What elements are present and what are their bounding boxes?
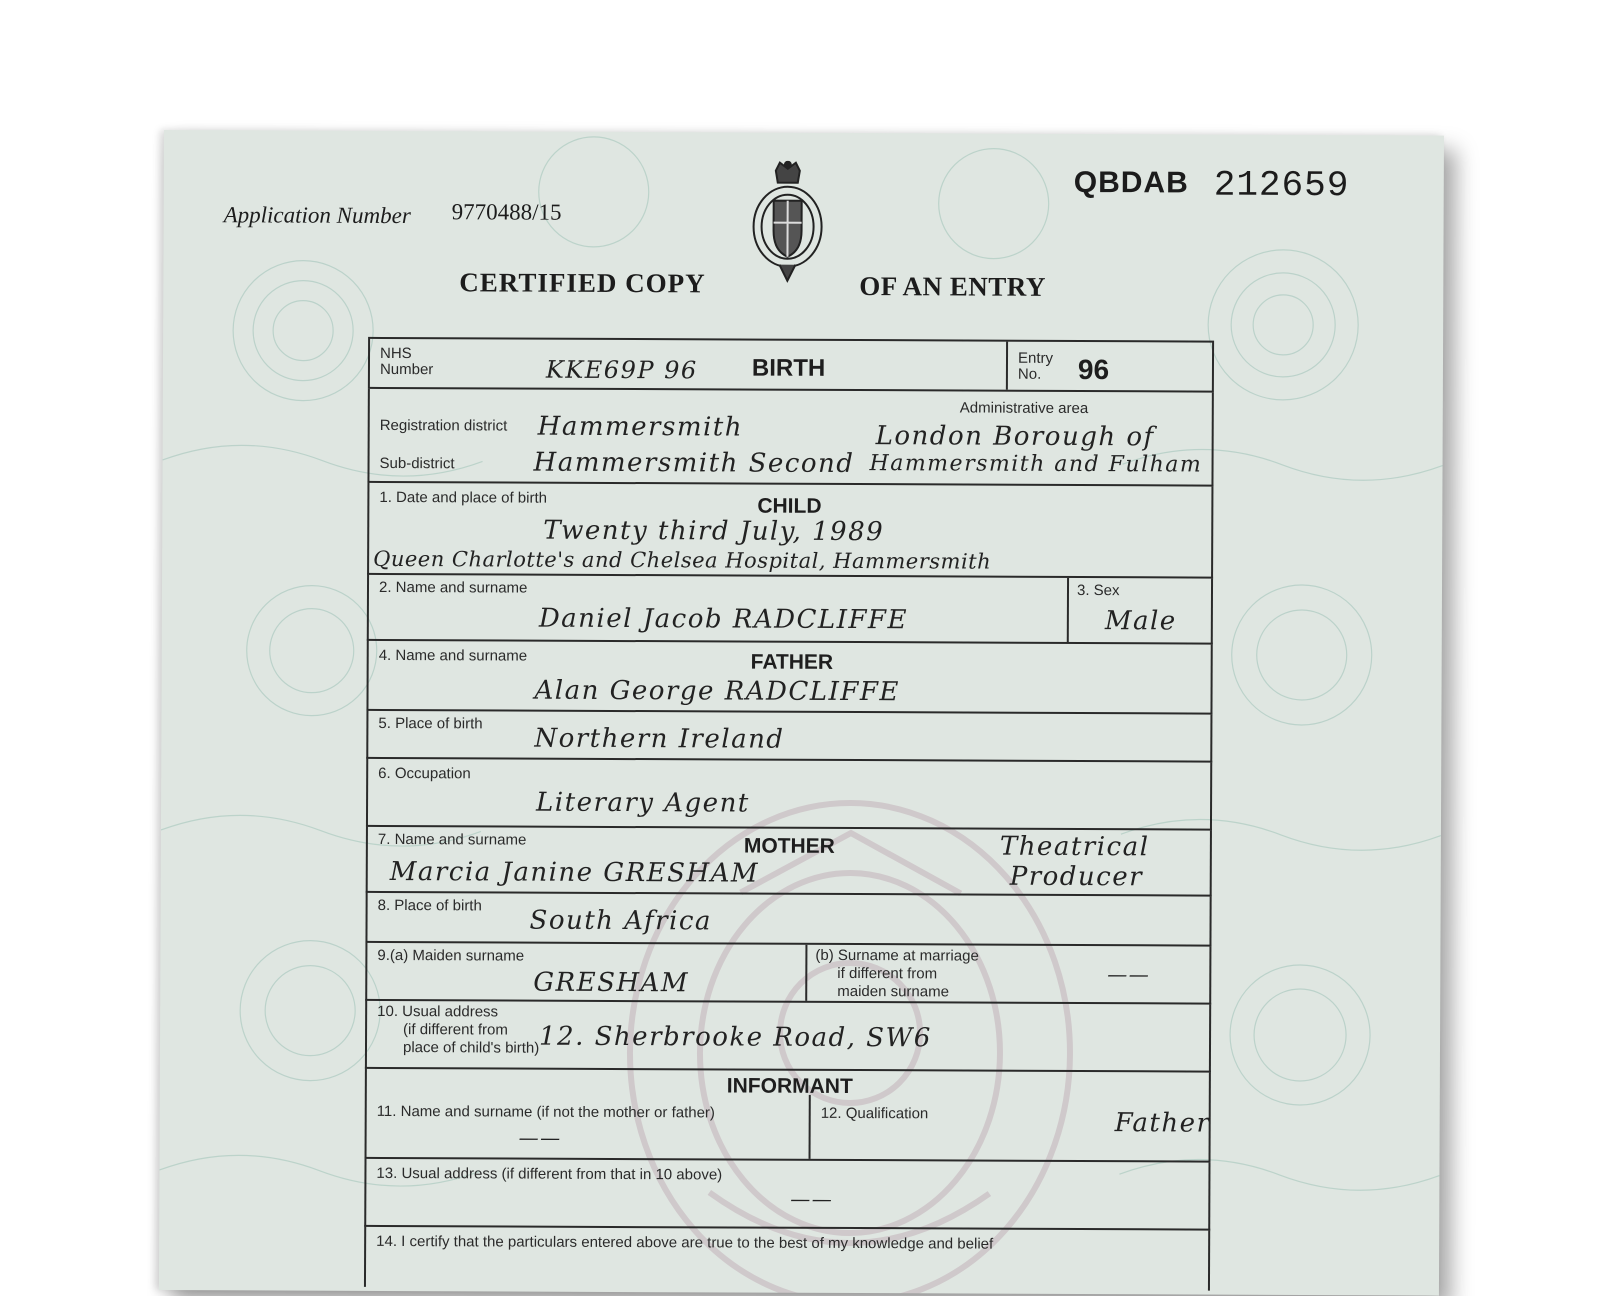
father-birthplace-label: 5. Place of birth [378, 714, 483, 733]
serial-prefix: QBDAB [1073, 165, 1189, 200]
mother-occupation-value-2: Producer [1009, 861, 1144, 893]
administrative-area-value-2: Hammersmith and Fulham [869, 451, 1203, 478]
divider [1006, 342, 1008, 390]
serial-number: 212659 [1213, 164, 1350, 207]
mother-birthplace-row [365, 893, 1211, 947]
usual-address-value: 12. Sherbrooke Road, SW6 [538, 1021, 932, 1054]
sex-value: Male [1104, 606, 1177, 637]
child-name-label: 2. Name and surname [378, 578, 528, 597]
informant-name-label: 11. Name and surname (if not the mother or father) [376, 1102, 715, 1122]
birth-heading: BIRTH [751, 354, 826, 382]
place-of-birth-value: Queen Charlotte's and Chelsea Hospital, Hammersmith [373, 546, 992, 574]
sex-label: 3. Sex [1076, 581, 1120, 600]
qualification-value: Father [1114, 1108, 1211, 1139]
mother-heading: MOTHER [743, 834, 835, 858]
child-heading: CHILD [757, 494, 822, 518]
divider [809, 1095, 811, 1159]
mother-occupation-value-1: Theatrical [999, 831, 1150, 863]
certificate-paper [159, 130, 1444, 1296]
registration-district-label: Registration district [379, 416, 508, 435]
birth-row [368, 337, 1214, 393]
child-birth-row [367, 483, 1213, 579]
birth-entry-form [364, 337, 1214, 1291]
usual-address-row [365, 1001, 1211, 1073]
divider [805, 945, 807, 1001]
father-birthplace-row [366, 711, 1212, 763]
mother-name-value: Marcia Janine GRESHAM [389, 856, 760, 889]
nhs-label-1: NHS [379, 344, 412, 363]
entry-label-2: No. [1017, 365, 1042, 383]
title-certified-copy: CERTIFIED COPY [459, 267, 706, 299]
nhs-label-2: Number [379, 360, 434, 379]
maiden-surname-row [365, 943, 1211, 1005]
administrative-area-value-1: London Borough of [875, 421, 1155, 453]
title-of-an-entry: OF AN ENTRY [859, 271, 1046, 302]
marriage-surname-label-2: if different from [837, 964, 938, 983]
father-name-row [366, 641, 1212, 715]
application-number: 9770488/15 [451, 199, 562, 225]
entry-number-value: 96 [1077, 353, 1110, 386]
father-occupation-value: Literary Agent [536, 787, 750, 819]
mother-birthplace-label: 8. Place of birth [377, 896, 482, 915]
marriage-surname-value: —— [1107, 962, 1151, 987]
father-birthplace-value: Northern Ireland [534, 723, 785, 755]
informant-address-label: 13. Usual address (if different from that in 10 above) [376, 1164, 723, 1184]
certify-row [364, 1227, 1210, 1291]
usual-address-label-2: (if different from [403, 1021, 508, 1039]
informant-address-value: —— [790, 1186, 834, 1211]
informant-row [365, 1069, 1211, 1163]
maiden-surname-label: 9.(a) Maiden surname [377, 946, 525, 965]
administrative-area-label: Administrative area [959, 399, 1089, 418]
entry-label-1: Entry [1017, 349, 1054, 367]
marriage-surname-label-3: maiden surname [837, 982, 950, 1001]
application-number-label: Application Number [223, 202, 411, 229]
informant-address-row [364, 1159, 1210, 1231]
father-heading: FATHER [750, 650, 834, 674]
marriage-surname-label-1: (b) Surname at marriage [815, 946, 979, 965]
mother-birthplace-value: South Africa [529, 905, 713, 937]
royal-crest-icon [749, 161, 826, 283]
divider [1067, 578, 1069, 642]
informant-name-value: —— [518, 1125, 562, 1150]
certify-label: 14. I certify that the particulars entered above are true to the best of my knowledge and belief [376, 1232, 994, 1253]
child-name-value: Daniel Jacob RADCLIFFE [538, 603, 909, 636]
nhs-number-value: KKE69P 96 [545, 355, 698, 385]
sub-district-label: Sub-district [379, 454, 455, 473]
registration-district-value: Hammersmith [537, 411, 744, 443]
district-row [367, 389, 1213, 487]
usual-address-label-3: place of child's birth) [402, 1039, 540, 1057]
father-name-value: Alan George RADCLIFFE [534, 675, 900, 708]
maiden-surname-value: GRESHAM [533, 967, 690, 999]
usual-address-label-1: 10. Usual address [377, 1002, 499, 1021]
father-occupation-label: 6. Occupation [378, 764, 471, 783]
qualification-label: 12. Qualification [820, 1104, 929, 1123]
date-place-label: 1. Date and place of birth [379, 488, 548, 507]
child-name-row [367, 575, 1213, 645]
informant-heading: INFORMANT [726, 1074, 853, 1099]
sub-district-value: Hammersmith Second [533, 447, 855, 480]
mother-name-label: 7. Name and surname [377, 830, 527, 849]
mother-name-row [366, 827, 1212, 897]
father-name-label: 4. Name and surname [378, 646, 528, 665]
date-of-birth-value: Twenty third July, 1989 [543, 515, 885, 548]
father-occupation-row [366, 759, 1212, 831]
